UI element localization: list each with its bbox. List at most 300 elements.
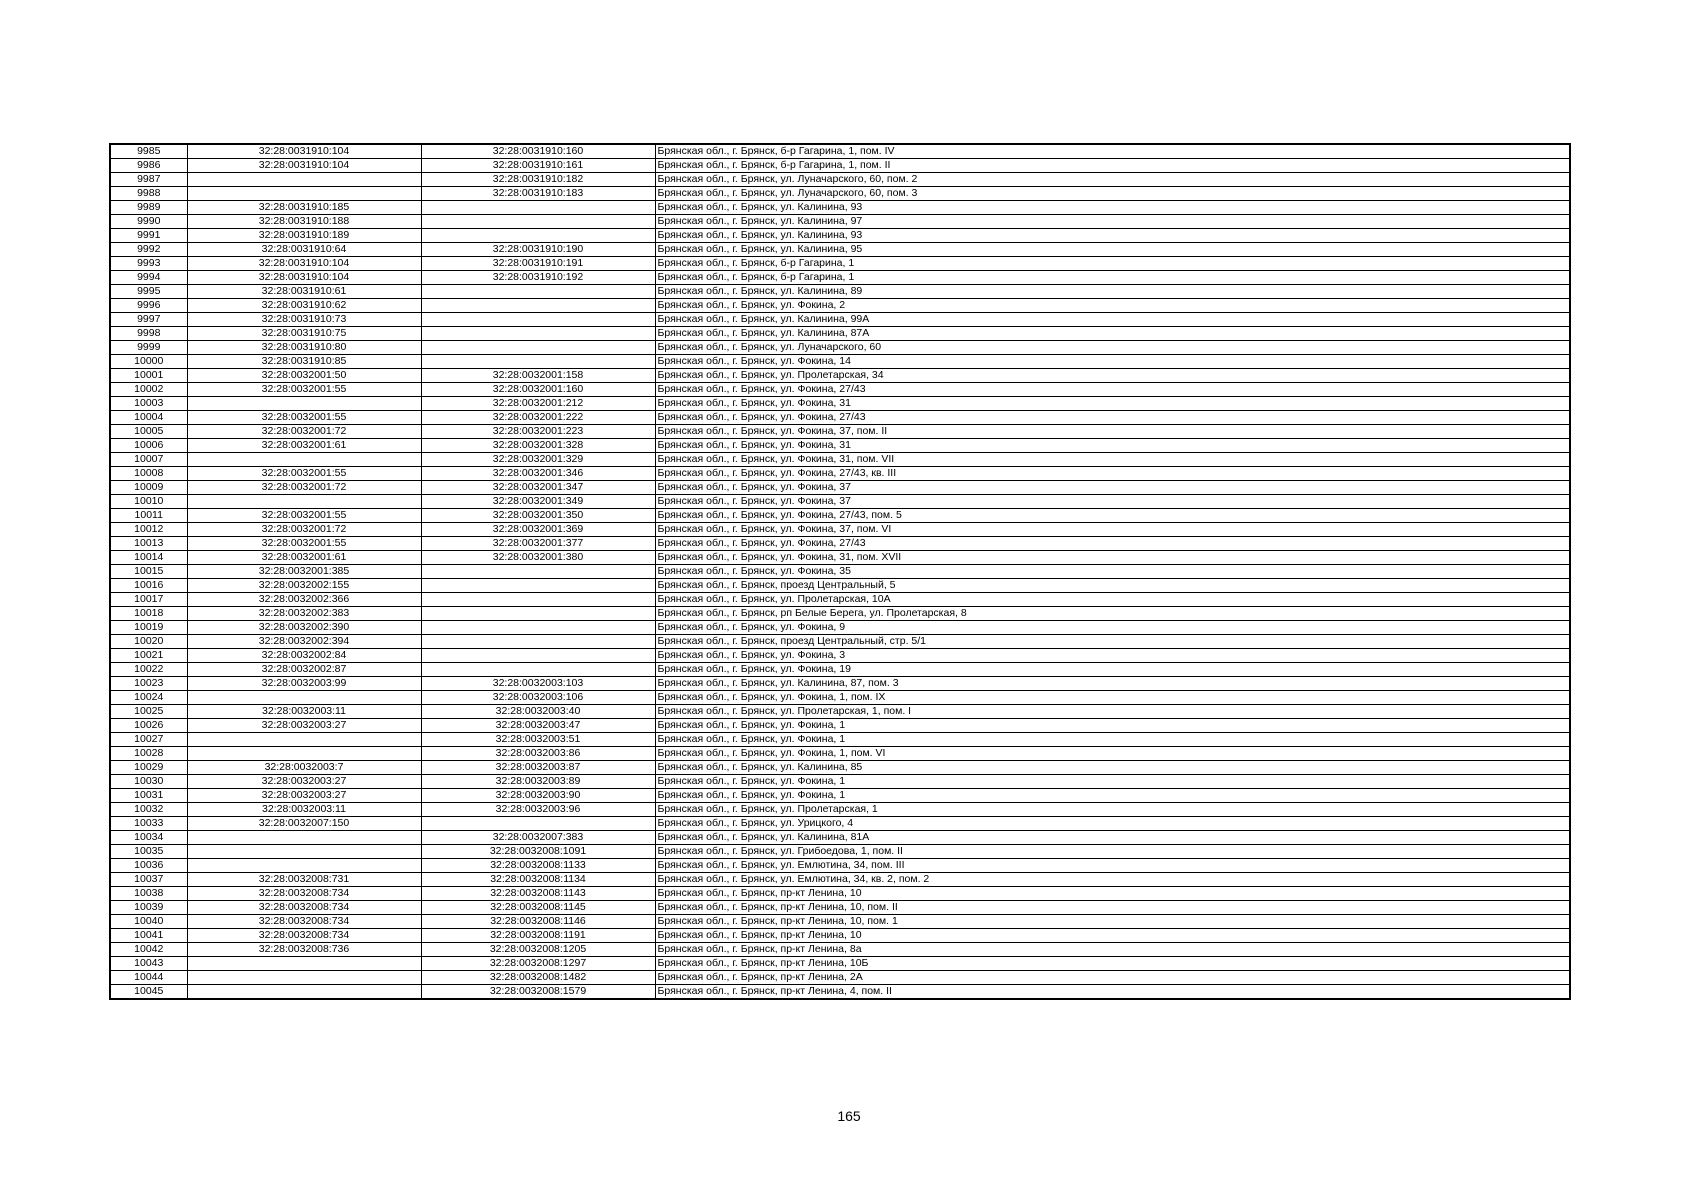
table-row: [110, 691, 1570, 705]
parent-cadastral-number-cell: 32:28:0032008:734: [187, 887, 421, 901]
address-cell: Брянская обл., г. Брянск, ул. Луначарского, 60, пом. 3: [655, 187, 1570, 201]
cadastral-number-cell: 32:28:0032003:87: [421, 761, 655, 775]
cadastral-number-cell: 32:28:0032001:158: [421, 369, 655, 383]
registry-table: [109, 143, 1571, 1000]
row-number-cell: 10015: [110, 565, 187, 579]
table-row: [110, 803, 1570, 817]
table-row: [110, 593, 1570, 607]
table-row: [110, 943, 1570, 957]
cadastral-number-cell: [421, 565, 655, 579]
cadastral-number-cell: 32:28:0031910:192: [421, 271, 655, 285]
address-cell: Брянская обл., г. Брянск, ул. Пролетарская, 10А: [655, 593, 1570, 607]
address-cell: Брянская обл., г. Брянск, ул. Фокина, 2: [655, 299, 1570, 313]
parent-cadastral-number-cell: [187, 831, 421, 845]
address-cell: Брянская обл., г. Брянск, ул. Фокина, 1, пом. VI: [655, 747, 1570, 761]
address-cell: Брянская обл., г. Брянск, б-р Гагарина, 1: [655, 257, 1570, 271]
address-cell: Брянская обл., г. Брянск, ул. Калинина, 85: [655, 761, 1570, 775]
row-number-cell: 10003: [110, 397, 187, 411]
row-number-cell: 10007: [110, 453, 187, 467]
table-row: [110, 257, 1570, 271]
row-number-cell: 10018: [110, 607, 187, 621]
address-cell: Брянская обл., г. Брянск, ул. Калинина, 95: [655, 243, 1570, 257]
table-row: [110, 985, 1570, 1000]
address-cell: Брянская обл., г. Брянск, пр-кт Ленина, 10: [655, 887, 1570, 901]
row-number-cell: 10021: [110, 649, 187, 663]
table-row: [110, 733, 1570, 747]
address-cell: Брянская обл., г. Брянск, ул. Калинина, 99А: [655, 313, 1570, 327]
cadastral-number-cell: [421, 621, 655, 635]
parent-cadastral-number-cell: 32:28:0031910:73: [187, 313, 421, 327]
address-cell: Брянская обл., г. Брянск, ул. Фокина, 31: [655, 439, 1570, 453]
cadastral-number-cell: 32:28:0032001:377: [421, 537, 655, 551]
row-number-cell: 9986: [110, 159, 187, 173]
parent-cadastral-number-cell: 32:28:0032003:27: [187, 719, 421, 733]
cadastral-number-cell: 32:28:0032001:349: [421, 495, 655, 509]
row-number-cell: 10004: [110, 411, 187, 425]
address-cell: Брянская обл., г. Брянск, ул. Калинина, 93: [655, 201, 1570, 215]
parent-cadastral-number-cell: 32:28:0031910:104: [187, 144, 421, 159]
cadastral-number-cell: [421, 327, 655, 341]
cadastral-number-cell: 32:28:0032001:328: [421, 439, 655, 453]
table-row: [110, 831, 1570, 845]
address-cell: Брянская обл., г. Брянск, пр-кт Ленина, 10: [655, 929, 1570, 943]
parent-cadastral-number-cell: 32:28:0032001:385: [187, 565, 421, 579]
row-number-cell: 10035: [110, 845, 187, 859]
row-number-cell: 10006: [110, 439, 187, 453]
parent-cadastral-number-cell: 32:28:0032002:383: [187, 607, 421, 621]
cadastral-number-cell: 32:28:0032003:103: [421, 677, 655, 691]
row-number-cell: 10045: [110, 985, 187, 1000]
table-row: [110, 705, 1570, 719]
address-cell: Брянская обл., г. Брянск, ул. Фокина, 3: [655, 649, 1570, 663]
table-row: [110, 144, 1570, 159]
table-row: [110, 439, 1570, 453]
parent-cadastral-number-cell: 32:28:0032003:11: [187, 705, 421, 719]
parent-cadastral-number-cell: 32:28:0031910:104: [187, 257, 421, 271]
table-row: [110, 565, 1570, 579]
parent-cadastral-number-cell: 32:28:0032002:366: [187, 593, 421, 607]
parent-cadastral-number-cell: 32:28:0032001:61: [187, 551, 421, 565]
cadastral-number-cell: 32:28:0032001:223: [421, 425, 655, 439]
row-number-cell: 9990: [110, 215, 187, 229]
cadastral-number-cell: [421, 579, 655, 593]
cadastral-number-cell: 32:28:0032001:347: [421, 481, 655, 495]
registry-table-body: [110, 144, 1570, 999]
parent-cadastral-number-cell: 32:28:0032001:55: [187, 411, 421, 425]
address-cell: Брянская обл., г. Брянск, пр-кт Ленина, 2А: [655, 971, 1570, 985]
row-number-cell: 10036: [110, 859, 187, 873]
table-row: [110, 621, 1570, 635]
cadastral-number-cell: 32:28:0032007:383: [421, 831, 655, 845]
cadastral-number-cell: 32:28:0032008:1145: [421, 901, 655, 915]
table-row: [110, 663, 1570, 677]
parent-cadastral-number-cell: 32:28:0032007:150: [187, 817, 421, 831]
row-number-cell: 10000: [110, 355, 187, 369]
row-number-cell: 10023: [110, 677, 187, 691]
cadastral-number-cell: [421, 817, 655, 831]
parent-cadastral-number-cell: 32:28:0032003:99: [187, 677, 421, 691]
parent-cadastral-number-cell: 32:28:0031910:75: [187, 327, 421, 341]
parent-cadastral-number-cell: 32:28:0031910:85: [187, 355, 421, 369]
address-cell: Брянская обл., г. Брянск, б-р Гагарина, 1: [655, 271, 1570, 285]
parent-cadastral-number-cell: [187, 173, 421, 187]
row-number-cell: 10028: [110, 747, 187, 761]
parent-cadastral-number-cell: 32:28:0032002:390: [187, 621, 421, 635]
cadastral-number-cell: [421, 355, 655, 369]
table-row: [110, 187, 1570, 201]
address-cell: Брянская обл., г. Брянск, ул. Фокина, 1: [655, 789, 1570, 803]
cadastral-number-cell: 32:28:0032003:47: [421, 719, 655, 733]
cadastral-number-cell: 32:28:0032001:369: [421, 523, 655, 537]
address-cell: Брянская обл., г. Брянск, ул. Фокина, 1: [655, 733, 1570, 747]
parent-cadastral-number-cell: 32:28:0032003:11: [187, 803, 421, 817]
row-number-cell: 10022: [110, 663, 187, 677]
address-cell: Брянская обл., г. Брянск, пр-кт Ленина, 8а: [655, 943, 1570, 957]
address-cell: Брянская обл., г. Брянск, ул. Калинина, 93: [655, 229, 1570, 243]
parent-cadastral-number-cell: 32:28:0032002:394: [187, 635, 421, 649]
cadastral-number-cell: [421, 215, 655, 229]
cadastral-number-cell: 32:28:0032003:89: [421, 775, 655, 789]
row-number-cell: 9992: [110, 243, 187, 257]
table-row: [110, 579, 1570, 593]
table-row: [110, 929, 1570, 943]
row-number-cell: 9994: [110, 271, 187, 285]
cadastral-number-cell: 32:28:0032001:346: [421, 467, 655, 481]
cadastral-number-cell: [421, 663, 655, 677]
cadastral-number-cell: 32:28:0031910:190: [421, 243, 655, 257]
cadastral-number-cell: 32:28:0032003:51: [421, 733, 655, 747]
row-number-cell: 10011: [110, 509, 187, 523]
table-row: [110, 425, 1570, 439]
address-cell: Брянская обл., г. Брянск, ул. Фокина, 35: [655, 565, 1570, 579]
address-cell: Брянская обл., г. Брянск, ул. Калинина, 89: [655, 285, 1570, 299]
cadastral-number-cell: [421, 229, 655, 243]
cadastral-number-cell: 32:28:0031910:191: [421, 257, 655, 271]
table-row: [110, 845, 1570, 859]
row-number-cell: 9989: [110, 201, 187, 215]
address-cell: Брянская обл., г. Брянск, б-р Гагарина, 1, пом. IV: [655, 144, 1570, 159]
cadastral-number-cell: [421, 607, 655, 621]
table-row: [110, 761, 1570, 775]
address-cell: Брянская обл., г. Брянск, ул. Луначарского, 60: [655, 341, 1570, 355]
parent-cadastral-number-cell: [187, 733, 421, 747]
parent-cadastral-number-cell: 32:28:0032003:7: [187, 761, 421, 775]
cadastral-number-cell: 32:28:0032008:1205: [421, 943, 655, 957]
table-row: [110, 887, 1570, 901]
cadastral-number-cell: [421, 313, 655, 327]
row-number-cell: 10014: [110, 551, 187, 565]
parent-cadastral-number-cell: 32:28:0032001:55: [187, 467, 421, 481]
parent-cadastral-number-cell: 32:28:0032008:731: [187, 873, 421, 887]
cadastral-number-cell: 32:28:0032008:1191: [421, 929, 655, 943]
table-row: [110, 635, 1570, 649]
table-row: [110, 355, 1570, 369]
parent-cadastral-number-cell: 32:28:0031910:64: [187, 243, 421, 257]
table-row: [110, 327, 1570, 341]
parent-cadastral-number-cell: 32:28:0032001:55: [187, 509, 421, 523]
row-number-cell: 10030: [110, 775, 187, 789]
cadastral-number-cell: [421, 341, 655, 355]
row-number-cell: 10010: [110, 495, 187, 509]
address-cell: Брянская обл., г. Брянск, ул. Фокина, 27/43, пом. 5: [655, 509, 1570, 523]
cadastral-number-cell: [421, 201, 655, 215]
parent-cadastral-number-cell: 32:28:0032003:27: [187, 789, 421, 803]
row-number-cell: 10016: [110, 579, 187, 593]
parent-cadastral-number-cell: 32:28:0032008:734: [187, 929, 421, 943]
table-row: [110, 201, 1570, 215]
table-row: [110, 971, 1570, 985]
parent-cadastral-number-cell: 32:28:0032008:734: [187, 901, 421, 915]
cadastral-number-cell: 32:28:0032001:329: [421, 453, 655, 467]
parent-cadastral-number-cell: [187, 957, 421, 971]
row-number-cell: 10038: [110, 887, 187, 901]
address-cell: Брянская обл., г. Брянск, ул. Фокина, 1: [655, 719, 1570, 733]
table-row: [110, 243, 1570, 257]
parent-cadastral-number-cell: 32:28:0032002:155: [187, 579, 421, 593]
address-cell: Брянская обл., г. Брянск, ул. Фокина, 31, пом. VII: [655, 453, 1570, 467]
address-cell: Брянская обл., г. Брянск, ул. Фокина, 31: [655, 397, 1570, 411]
table-row: [110, 341, 1570, 355]
row-number-cell: 10031: [110, 789, 187, 803]
row-number-cell: 10042: [110, 943, 187, 957]
table-row: [110, 369, 1570, 383]
cadastral-number-cell: 32:28:0032003:90: [421, 789, 655, 803]
cadastral-number-cell: [421, 593, 655, 607]
table-row: [110, 747, 1570, 761]
table-row: [110, 453, 1570, 467]
row-number-cell: 10025: [110, 705, 187, 719]
address-cell: Брянская обл., г. Брянск, ул. Фокина, 9: [655, 621, 1570, 635]
row-number-cell: 10002: [110, 383, 187, 397]
parent-cadastral-number-cell: 32:28:0032008:736: [187, 943, 421, 957]
address-cell: Брянская обл., г. Брянск, проезд Центральный, стр. 5/1: [655, 635, 1570, 649]
table-row: [110, 789, 1570, 803]
address-cell: Брянская обл., г. Брянск, пр-кт Ленина, 10Б: [655, 957, 1570, 971]
parent-cadastral-number-cell: [187, 453, 421, 467]
cadastral-number-cell: 32:28:0032008:1146: [421, 915, 655, 929]
table-row: [110, 173, 1570, 187]
cadastral-number-cell: 32:28:0031910:161: [421, 159, 655, 173]
row-number-cell: 10032: [110, 803, 187, 817]
cadastral-number-cell: 32:28:0031910:160: [421, 144, 655, 159]
address-cell: Брянская обл., г. Брянск, ул. Фокина, 37: [655, 495, 1570, 509]
address-cell: Брянская обл., г. Брянск, пр-кт Ленина, 10, пом. 1: [655, 915, 1570, 929]
row-number-cell: 9988: [110, 187, 187, 201]
parent-cadastral-number-cell: 32:28:0032001:72: [187, 523, 421, 537]
address-cell: Брянская обл., г. Брянск, ул. Емлютина, 34, пом. III: [655, 859, 1570, 873]
address-cell: Брянская обл., г. Брянск, ул. Фокина, 14: [655, 355, 1570, 369]
address-cell: Брянская обл., г. Брянск, ул. Фокина, 37: [655, 481, 1570, 495]
table-row: [110, 159, 1570, 173]
row-number-cell: 10040: [110, 915, 187, 929]
parent-cadastral-number-cell: 32:28:0032001:61: [187, 439, 421, 453]
cadastral-number-cell: 32:28:0032001:380: [421, 551, 655, 565]
cadastral-number-cell: 32:28:0032008:1297: [421, 957, 655, 971]
row-number-cell: 9995: [110, 285, 187, 299]
parent-cadastral-number-cell: 32:28:0032001:55: [187, 383, 421, 397]
cadastral-number-cell: 32:28:0032008:1143: [421, 887, 655, 901]
parent-cadastral-number-cell: 32:28:0031910:61: [187, 285, 421, 299]
table-row: [110, 481, 1570, 495]
row-number-cell: 10024: [110, 691, 187, 705]
parent-cadastral-number-cell: 32:28:0032001:50: [187, 369, 421, 383]
table-row: [110, 313, 1570, 327]
cadastral-number-cell: 32:28:0032003:96: [421, 803, 655, 817]
address-cell: Брянская обл., г. Брянск, б-р Гагарина, 1, пом. II: [655, 159, 1570, 173]
table-row: [110, 957, 1570, 971]
row-number-cell: 10041: [110, 929, 187, 943]
table-row: [110, 271, 1570, 285]
address-cell: Брянская обл., г. Брянск, ул. Фокина, 27/43: [655, 383, 1570, 397]
cadastral-number-cell: 32:28:0032008:1579: [421, 985, 655, 1000]
parent-cadastral-number-cell: 32:28:0031910:188: [187, 215, 421, 229]
table-row: [110, 215, 1570, 229]
parent-cadastral-number-cell: 32:28:0032002:87: [187, 663, 421, 677]
parent-cadastral-number-cell: 32:28:0032002:84: [187, 649, 421, 663]
table-row: [110, 775, 1570, 789]
parent-cadastral-number-cell: [187, 495, 421, 509]
parent-cadastral-number-cell: 32:28:0032001:55: [187, 537, 421, 551]
cadastral-number-cell: [421, 649, 655, 663]
address-cell: Брянская обл., г. Брянск, ул. Фокина, 19: [655, 663, 1570, 677]
address-cell: Брянская обл., г. Брянск, ул. Пролетарская, 1, пом. I: [655, 705, 1570, 719]
table-row: [110, 719, 1570, 733]
table-row: [110, 551, 1570, 565]
row-number-cell: 9987: [110, 173, 187, 187]
parent-cadastral-number-cell: 32:28:0032001:72: [187, 425, 421, 439]
cadastral-number-cell: 32:28:0032003:106: [421, 691, 655, 705]
table-row: [110, 229, 1570, 243]
row-number-cell: 9999: [110, 341, 187, 355]
row-number-cell: 10027: [110, 733, 187, 747]
parent-cadastral-number-cell: [187, 985, 421, 1000]
cadastral-number-cell: 32:28:0032003:40: [421, 705, 655, 719]
row-number-cell: 10033: [110, 817, 187, 831]
cadastral-number-cell: [421, 299, 655, 313]
row-number-cell: 10037: [110, 873, 187, 887]
cadastral-number-cell: 32:28:0032003:86: [421, 747, 655, 761]
table-row: [110, 649, 1570, 663]
row-number-cell: 10044: [110, 971, 187, 985]
table-row: [110, 537, 1570, 551]
table-row: [110, 873, 1570, 887]
table-row: [110, 495, 1570, 509]
table-row: [110, 677, 1570, 691]
cadastral-number-cell: 32:28:0032001:350: [421, 509, 655, 523]
page-number: 165: [837, 1108, 861, 1124]
table-row: [110, 901, 1570, 915]
address-cell: Брянская обл., г. Брянск, ул. Калинина, 87А: [655, 327, 1570, 341]
cadastral-number-cell: 32:28:0032001:222: [421, 411, 655, 425]
address-cell: Брянская обл., г. Брянск, ул. Луначарского, 60, пом. 2: [655, 173, 1570, 187]
parent-cadastral-number-cell: [187, 747, 421, 761]
parent-cadastral-number-cell: 32:28:0031910:189: [187, 229, 421, 243]
address-cell: Брянская обл., г. Брянск, ул. Калинина, 81А: [655, 831, 1570, 845]
table-row: [110, 383, 1570, 397]
address-cell: Брянская обл., г. Брянск, ул. Фокина, 37, пом. VI: [655, 523, 1570, 537]
cadastral-number-cell: [421, 635, 655, 649]
row-number-cell: 9998: [110, 327, 187, 341]
address-cell: Брянская обл., г. Брянск, ул. Фокина, 27/43: [655, 537, 1570, 551]
row-number-cell: 10026: [110, 719, 187, 733]
address-cell: Брянская обл., г. Брянск, ул. Калинина, 87, пом. 3: [655, 677, 1570, 691]
table-row: [110, 509, 1570, 523]
table-row: [110, 285, 1570, 299]
parent-cadastral-number-cell: 32:28:0031910:185: [187, 201, 421, 215]
parent-cadastral-number-cell: 32:28:0031910:62: [187, 299, 421, 313]
address-cell: Брянская обл., г. Брянск, ул. Фокина, 27/43, кв. III: [655, 467, 1570, 481]
address-cell: Брянская обл., г. Брянск, рп Белые Берега, ул. Пролетарская, 8: [655, 607, 1570, 621]
address-cell: Брянская обл., г. Брянск, ул. Фокина, 1, пом. IX: [655, 691, 1570, 705]
row-number-cell: 10020: [110, 635, 187, 649]
parent-cadastral-number-cell: [187, 971, 421, 985]
address-cell: Брянская обл., г. Брянск, ул. Урицкого, 4: [655, 817, 1570, 831]
table-row: [110, 817, 1570, 831]
table-row: [110, 915, 1570, 929]
parent-cadastral-number-cell: [187, 845, 421, 859]
row-number-cell: 9996: [110, 299, 187, 313]
parent-cadastral-number-cell: [187, 187, 421, 201]
cadastral-number-cell: 32:28:0032008:1482: [421, 971, 655, 985]
cadastral-number-cell: 32:28:0032008:1134: [421, 873, 655, 887]
cadastral-number-cell: 32:28:0032001:212: [421, 397, 655, 411]
cadastral-number-cell: 32:28:0032008:1091: [421, 845, 655, 859]
parent-cadastral-number-cell: 32:28:0032008:734: [187, 915, 421, 929]
row-number-cell: 10001: [110, 369, 187, 383]
row-number-cell: 10008: [110, 467, 187, 481]
row-number-cell: 10034: [110, 831, 187, 845]
address-cell: Брянская обл., г. Брянск, ул. Пролетарская, 1: [655, 803, 1570, 817]
cadastral-number-cell: 32:28:0031910:182: [421, 173, 655, 187]
row-number-cell: 10017: [110, 593, 187, 607]
address-cell: Брянская обл., г. Брянск, ул. Фокина, 37, пом. II: [655, 425, 1570, 439]
table-row: [110, 607, 1570, 621]
row-number-cell: 10009: [110, 481, 187, 495]
cadastral-number-cell: [421, 285, 655, 299]
parent-cadastral-number-cell: 32:28:0031910:104: [187, 159, 421, 173]
address-cell: Брянская обл., г. Брянск, ул. Грибоедова, 1, пом. II: [655, 845, 1570, 859]
table-row: [110, 859, 1570, 873]
table-row: [110, 467, 1570, 481]
row-number-cell: 10019: [110, 621, 187, 635]
cadastral-number-cell: 32:28:0032008:1133: [421, 859, 655, 873]
address-cell: Брянская обл., г. Брянск, ул. Фокина, 31, пом. XVII: [655, 551, 1570, 565]
parent-cadastral-number-cell: 32:28:0031910:80: [187, 341, 421, 355]
table-row: [110, 299, 1570, 313]
address-cell: Брянская обл., г. Брянск, ул. Фокина, 1: [655, 775, 1570, 789]
table-row: [110, 523, 1570, 537]
parent-cadastral-number-cell: 32:28:0032001:72: [187, 481, 421, 495]
address-cell: Брянская обл., г. Брянск, ул. Фокина, 27/43: [655, 411, 1570, 425]
parent-cadastral-number-cell: 32:28:0031910:104: [187, 271, 421, 285]
row-number-cell: 9997: [110, 313, 187, 327]
address-cell: Брянская обл., г. Брянск, ул. Калинина, 97: [655, 215, 1570, 229]
row-number-cell: 10005: [110, 425, 187, 439]
parent-cadastral-number-cell: [187, 397, 421, 411]
address-cell: Брянская обл., г. Брянск, пр-кт Ленина, 4, пом. II: [655, 985, 1570, 1000]
row-number-cell: 10043: [110, 957, 187, 971]
cadastral-number-cell: 32:28:0031910:183: [421, 187, 655, 201]
row-number-cell: 10013: [110, 537, 187, 551]
row-number-cell: 9991: [110, 229, 187, 243]
row-number-cell: 9985: [110, 144, 187, 159]
table-row: [110, 397, 1570, 411]
row-number-cell: 10012: [110, 523, 187, 537]
address-cell: Брянская обл., г. Брянск, проезд Центральный, 5: [655, 579, 1570, 593]
cadastral-number-cell: 32:28:0032001:160: [421, 383, 655, 397]
row-number-cell: 10039: [110, 901, 187, 915]
parent-cadastral-number-cell: [187, 691, 421, 705]
